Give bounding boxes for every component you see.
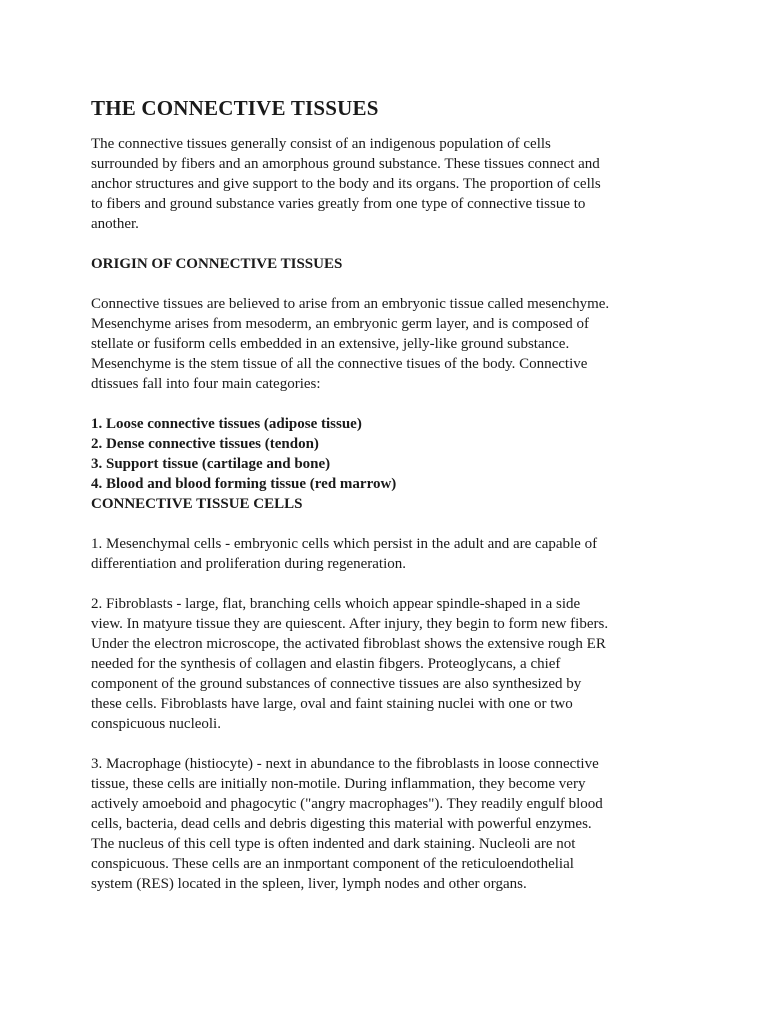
intro-line: anchor structures and give support to the body and its organs. The proportion of cells [91, 176, 601, 192]
mesenchymal-line: differentiation and proliferation during regeneration. [91, 556, 407, 572]
origin-line: Mesenchyme arises from mesoderm, an embryonic germ layer, and is composed of [91, 316, 589, 332]
macrophage-line: 3. Macrophage (histiocyte) - next in abundance to the fibroblasts in loose connective [91, 756, 599, 772]
fibroblasts-line: these cells. Fibroblasts have large, oval and faint staining nuclei with one or two [91, 696, 573, 712]
fibroblasts-line: component of the ground substances of connective tissues are also synthesized by [91, 676, 582, 692]
macrophage-line: conspicuous. These cells are an inmportant component of the reticuloendothelial [91, 856, 574, 872]
category-item: 2. Dense connective tissues (tendon) [91, 436, 319, 452]
category-item: 3. Support tissue (cartilage and bone) [91, 456, 331, 472]
categories-list [91, 414, 691, 494]
intro-line: The connective tissues generally consist of an indigenous population of cells [91, 136, 551, 152]
origin-heading: ORIGIN OF CONNECTIVE TISSUES [91, 256, 343, 272]
origin-paragraph [91, 294, 691, 394]
intro-paragraph [91, 134, 691, 234]
macrophage-paragraph [91, 754, 691, 894]
document-page [91, 95, 691, 894]
document-title: THE CONNECTIVE TISSUES [91, 96, 379, 120]
intro-line: to fibers and ground substance varies greatly from one type of connective tissue to [91, 196, 586, 212]
mesenchymal-paragraph [91, 534, 691, 574]
macrophage-line: tissue, these cells are initially non-motile. During inflammation, they become very [91, 776, 586, 792]
macrophage-line: system (RES) located in the spleen, liver, lymph nodes and other organs. [91, 876, 527, 892]
fibroblasts-line: 2. Fibroblasts - large, flat, branching cells whoich appear spindle-shaped in a side [91, 596, 581, 612]
category-item: 4. Blood and blood forming tissue (red marrow) [91, 476, 397, 492]
mesenchymal-line: 1. Mesenchymal cells - embryonic cells which persist in the adult and are capable of [91, 536, 598, 552]
fibroblasts-line: Under the electron microscope, the activated fibroblast shows the extensive rough ER [91, 636, 606, 652]
category-item: 1. Loose connective tissues (adipose tissue) [91, 416, 362, 432]
origin-line: Connective tissues are believed to arise from an embryonic tissue called mesenchyme. [91, 296, 610, 312]
fibroblasts-line: needed for the synthesis of collagen and elastin fibgers. Proteoglycans, a chief [91, 656, 561, 672]
origin-line: dtissues fall into four main categories: [91, 376, 321, 392]
macrophage-line: cells, bacteria, dead cells and debris digesting this material with powerful enzymes. [91, 816, 592, 832]
origin-line: stellate or fusiform cells embedded in an extensive, jelly-like ground substance. [91, 336, 570, 352]
macrophage-line: The nucleus of this cell type is often indented and dark staining. Nucleoli are not [91, 836, 576, 852]
fibroblasts-line: view. In matyure tissue they are quiescent. After injury, they begin to form new fibers. [91, 616, 609, 632]
fibroblasts-paragraph [91, 594, 691, 734]
origin-line: Mesenchyme is the stem tissue of all the connective tisues of the body. Connective [91, 356, 588, 372]
intro-line: another. [91, 216, 139, 232]
intro-line: surrounded by fibers and an amorphous ground substance. These tissues connect and [91, 156, 600, 172]
fibroblasts-line: conspicuous nucleoli. [91, 716, 221, 732]
cells-heading: CONNECTIVE TISSUE CELLS [91, 496, 303, 512]
macrophage-line: actively amoeboid and phagocytic ("angry macrophages"). They readily engulf blood [91, 796, 603, 812]
